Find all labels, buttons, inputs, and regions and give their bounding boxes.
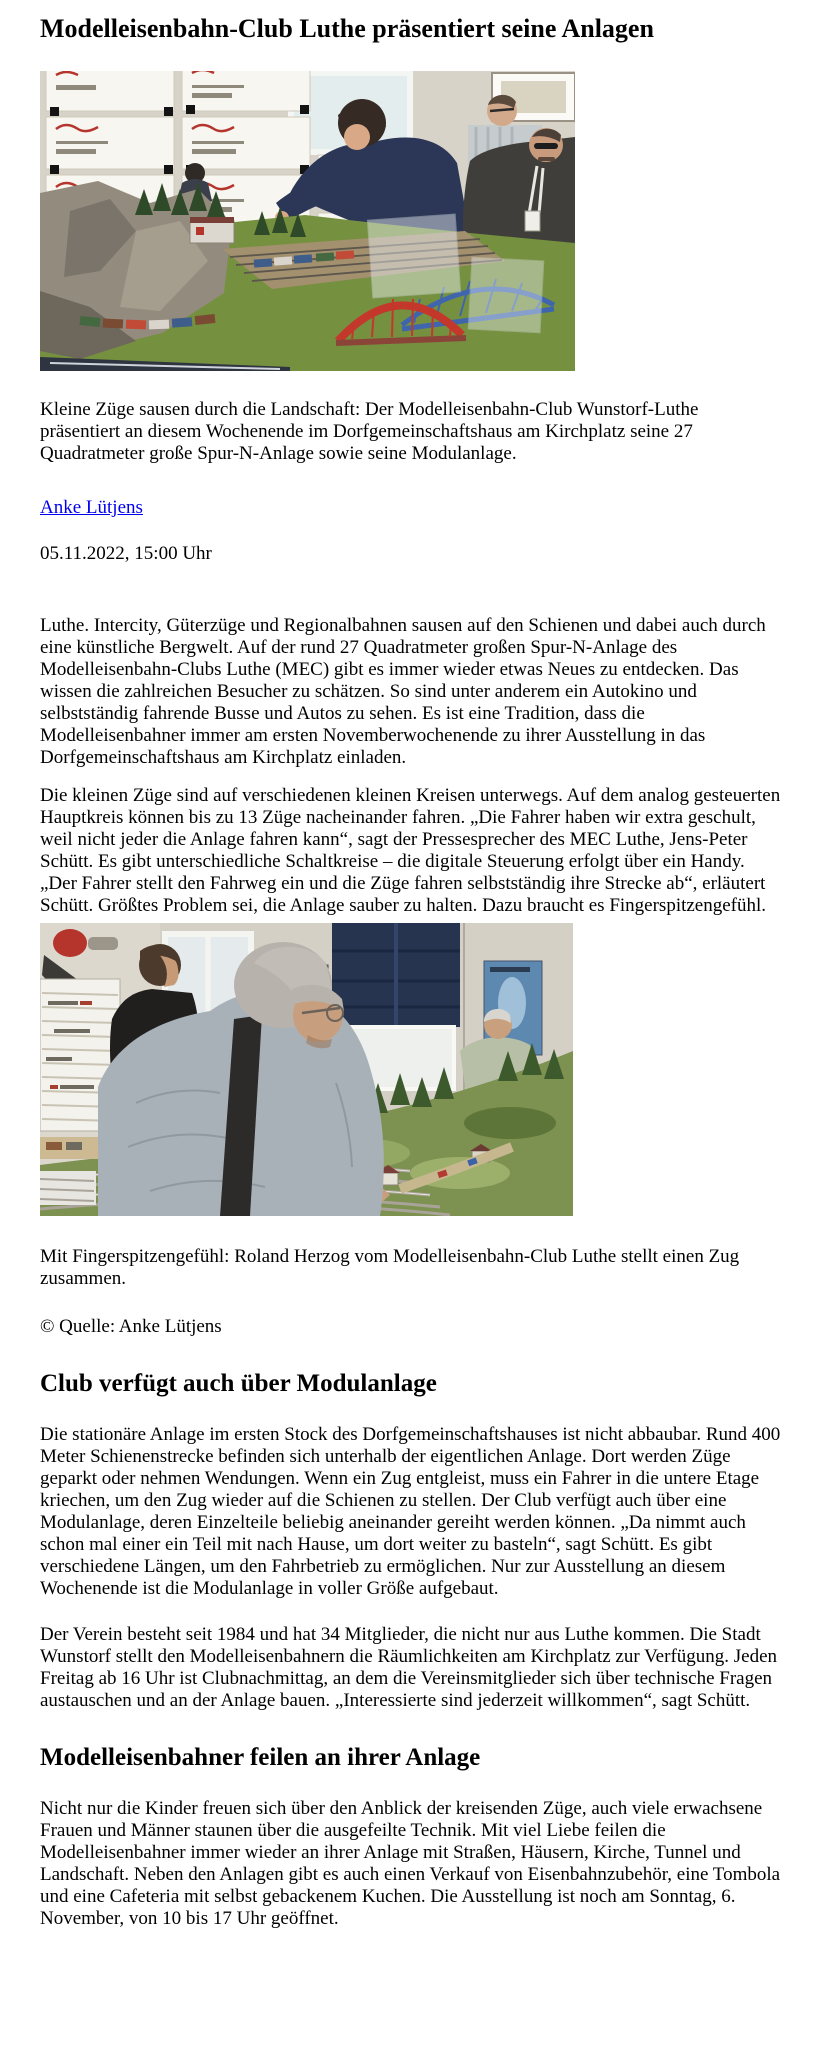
article-photo-1 — [40, 71, 782, 371]
roland-herzog-photo — [40, 923, 573, 1216]
paragraph-modulanlage: Die stationäre Anlage im ersten Stock des Dorfgemeinschaftshauses ist nicht abbaubar. Rund 400 Meter Schienenstrecke befinden sich unterhalb der eigentlichen Anlage. Dort werden Züge geparkt oder nehmen Wendungen. Wenn ein Zug entgleist, muss ein Fahrer in die untere Etage kriechen, um den Zug wieder auf die Schienen zu stellen. Der Club verfügt auch über eine Modulanlage, deren Einzelteile beliebig aneinander gereiht werden können. „Da nimmt auch schon mal einer ein Teil mit nach Hause, um dort weiter zu basteln“, sagt Schütt. Es gibt verschiedene Längen, um den Fahrbetrieb zu ermöglichen. Nur zur Ausstellung an diesem Wochenende ist die Modulanlage in voller Größe aufgebaut. — [40, 1424, 781, 1599]
photo-credit: © Quelle: Anke Lütjens — [40, 1316, 222, 1337]
byline — [40, 497, 782, 519]
section-heading-modulanlage: Club verfügt auch über Modulanlage — [40, 1370, 437, 1397]
section-heading-feilen: Modelleisenbahner feilen an ihrer Anlage — [40, 1744, 481, 1771]
publish-date: 05.11.2022, 15:00 Uhr — [40, 543, 212, 564]
photo2-caption: Mit Fingerspitzengefühl: Roland Herzog vom Modelleisenbahn-Club Luthe stellt einen Zug zusammen. — [40, 1246, 740, 1289]
article-photo-2 — [40, 923, 782, 1216]
lead-caption: Kleine Züge sausen durch die Landschaft: Der Modelleisenbahn-Club Wunstorf-Luthe präsentiert an diesem Wochenende im Dorfgemeinschaftshaus am Kirchplatz seine 27 Quadratmeter große Spur-N-Anlage sowie seine Modulanlage. — [40, 399, 699, 464]
paragraph-verein: Der Verein besteht seit 1984 und hat 34 Mitglieder, die nicht nur aus Luthe kommen. Die Stadt Wunstorf stellt den Modelleisenbahnern die Räumlichkeiten am Kirchplatz zur Verfügung. Jeden Freitag ab 16 Uhr ist Clubnachmittag, an dem die Vereinsmitglieder sich über technische Fragen austauschen und an der Anlage bauen. „Interessierte sind jederzeit willkommen“, sagt Schütt. — [40, 1624, 778, 1711]
page-title: Modelleisenbahn-Club Luthe präsentiert seine Anlagen — [40, 14, 654, 43]
paragraph-intro: Luthe. Intercity, Güterzüge und Regionalbahnen sausen auf den Schienen und dabei auch durch eine künstliche Bergwelt. Auf der rund 27 Quadratmeter großen Spur-N-Anlage des Modelleisenbahn-Clubs Luthe (MEC) gibt es immer wieder etwas Neues zu entdecken. Das wissen die zahlreichen Besucher zu schätzen. So sind unter anderem ein Autokino und selbstständig fahrende Busse und Autos zu sehen. Es ist eine Tradition, dass die Modelleisenbahner immer am ersten Novemberwochenende zu ihrer Ausstellung in das Dorfgemeinschaftshaus am Kirchplatz einladen. — [40, 615, 766, 768]
exhibition-layout-photo — [40, 71, 575, 371]
paragraph-feilen: Nicht nur die Kinder freuen sich über den Anblick der kreisenden Züge, auch viele erwachsene Frauen und Männer staunen über die ausgefeilte Technik. Mit viel Liebe feilen die Modelleisenbahner immer wieder an ihrer Anlage mit Straßen, Häusern, Kirche, Tunnel und Landschaft. Neben den Anlagen gibt es auch einen Verkauf von Eisenbahnzubehör, eine Tombola und eine Cafeteria mit selbst gebackenem Kuchen. Die Ausstellung ist noch am Sonntag, 6. November, von 10 bis 17 Uhr geöffnet. — [40, 1798, 781, 1929]
author-link[interactable]: Anke Lütjens — [40, 497, 143, 518]
paragraph-trains: Die kleinen Züge sind auf verschiedenen kleinen Kreisen unterwegs. Auf dem analog gesteuerten Hauptkreis können bis zu 13 Züge nacheinander fahren. „Die Fahrer haben wir extra geschult, weil nicht jeder die Anlage fahren kann“, sagt der Pressesprecher des MEC Luthe, Jens-Peter Schütt. Es gibt unterschiedliche Schaltkreise – die digitale Steuerung erfolgt über ein Handy. „Der Fahrer stellt den Fahrweg ein und die Züge fahren selbstständig ihre Strecke ab“, erläutert Schütt. Größtes Problem sei, die Anlage sauber zu halten. Dazu braucht es Fingerspitzengefühl. — [40, 785, 781, 916]
